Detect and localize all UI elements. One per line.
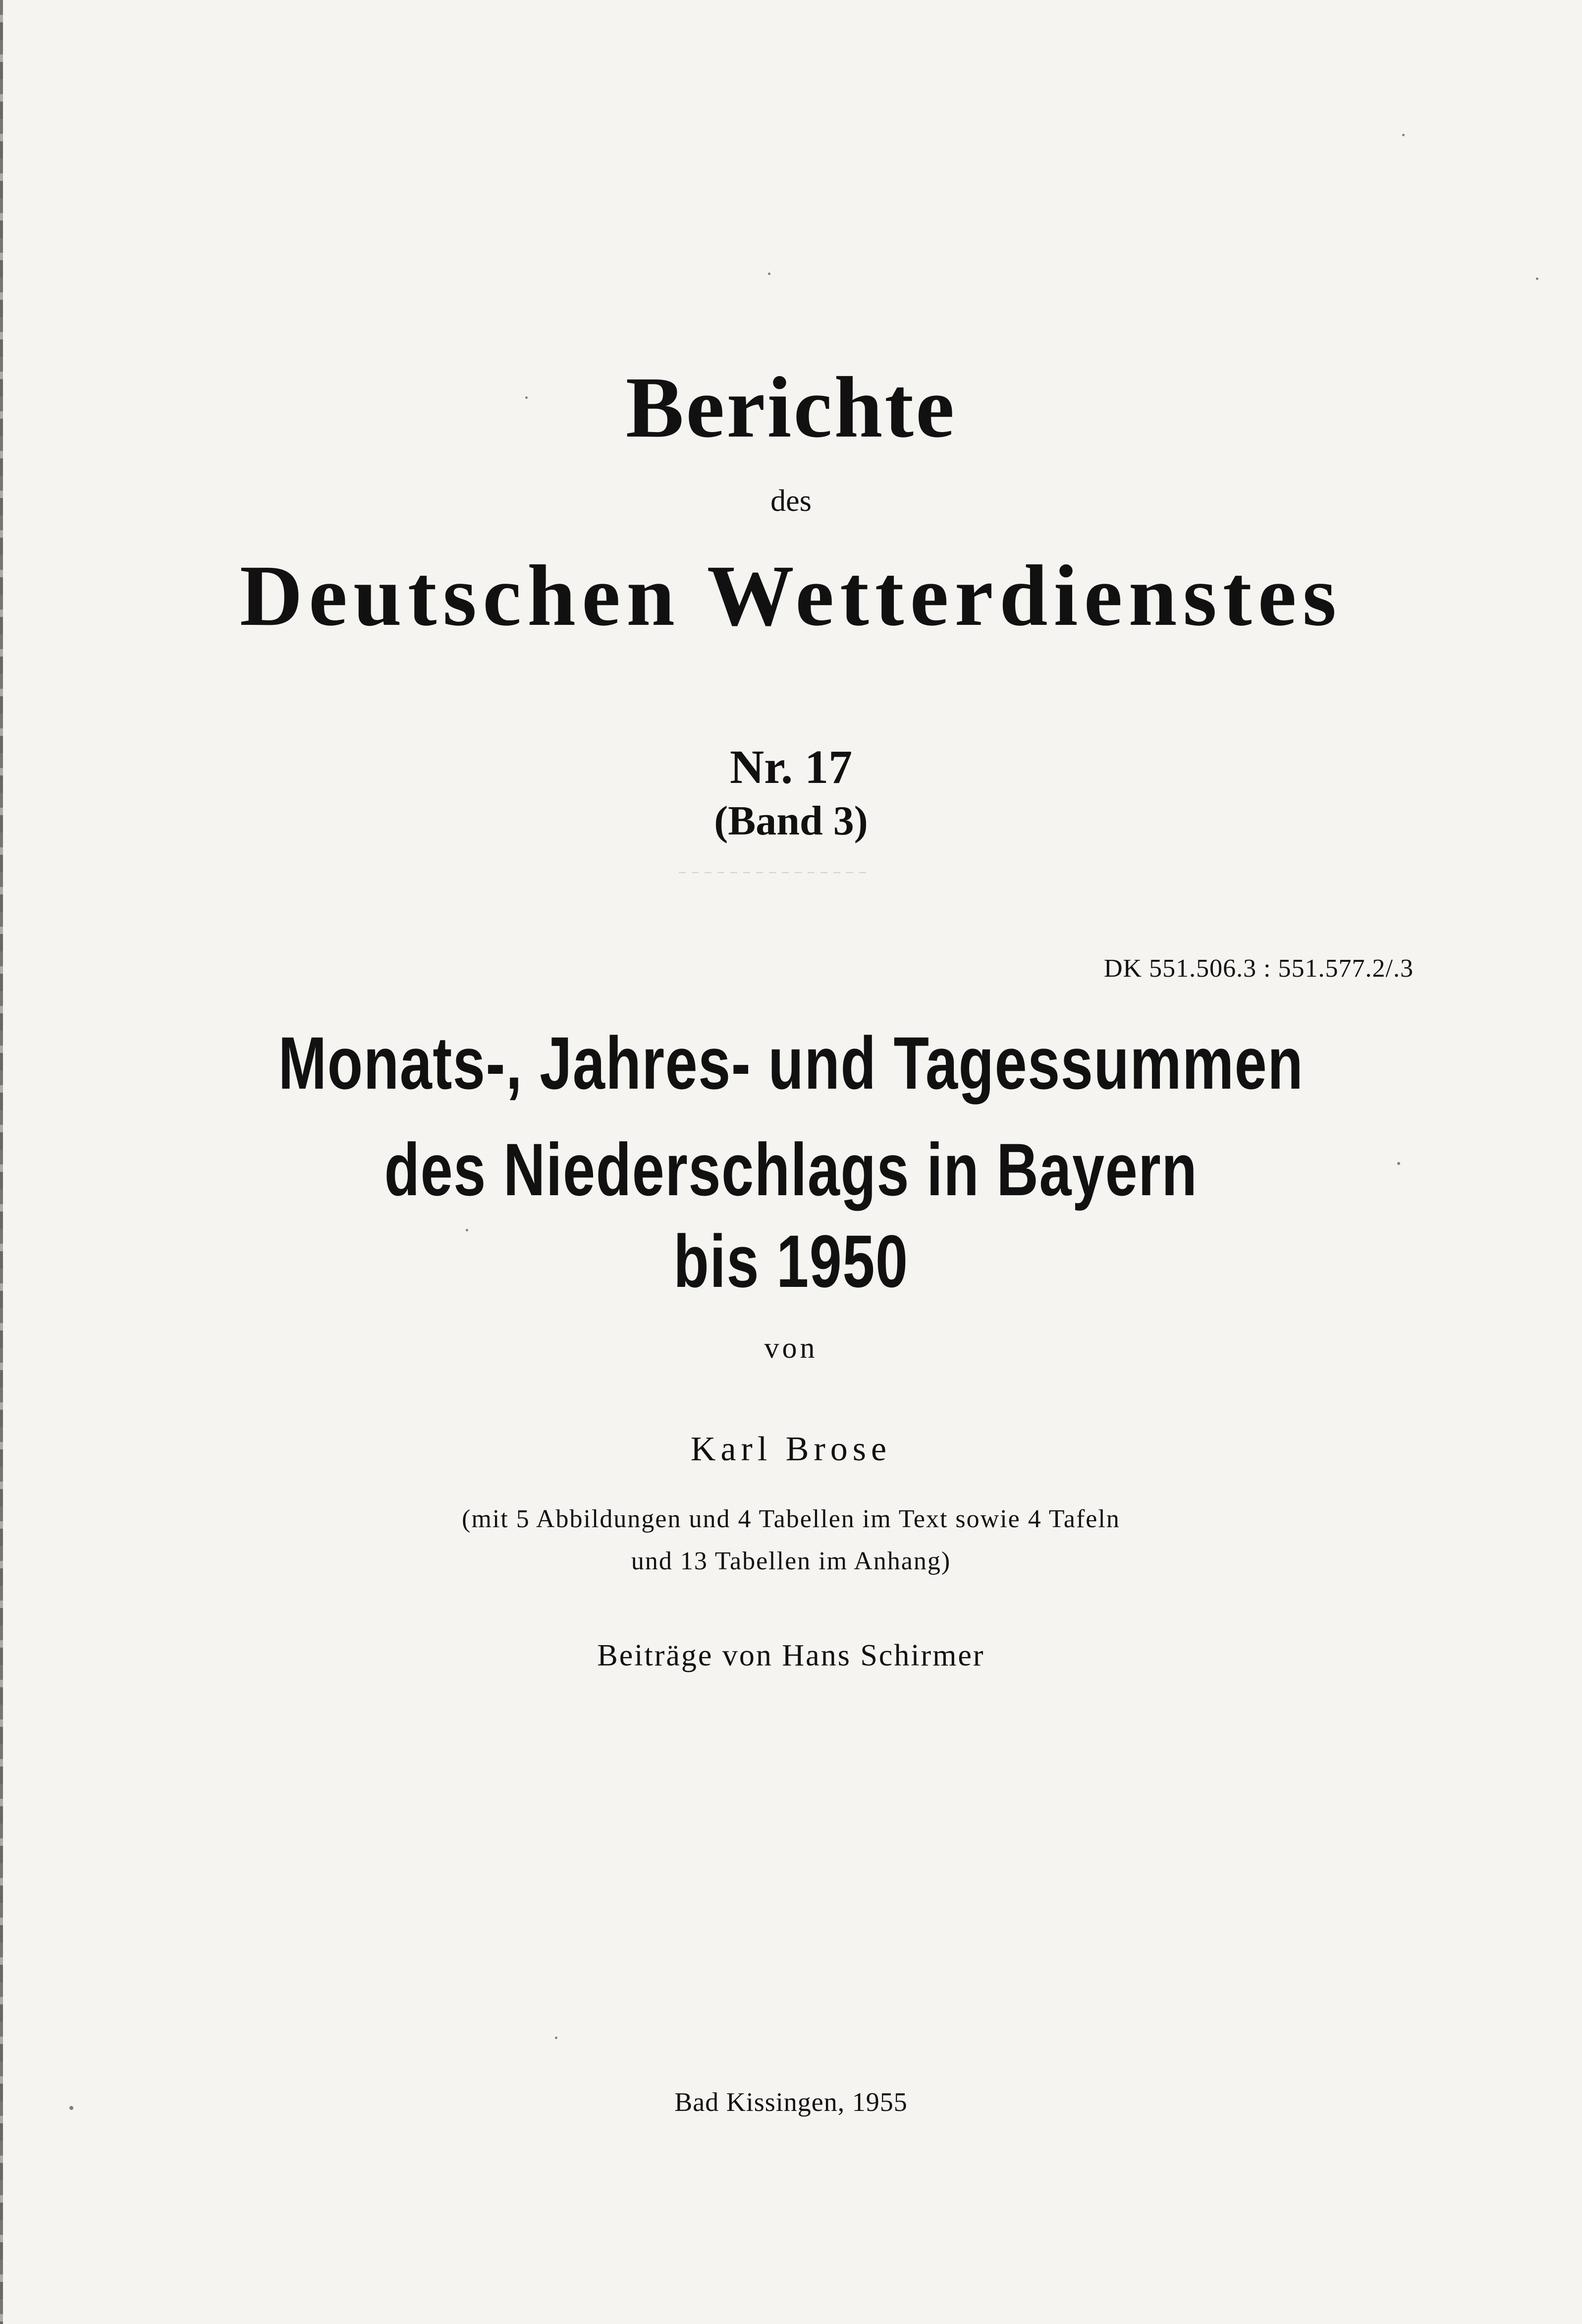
scan-speck <box>466 1229 468 1231</box>
page-edge <box>0 0 3 2324</box>
series-volume: (Band 3) <box>714 798 868 844</box>
main-title-line-3: bis 1950 <box>673 1219 909 1303</box>
main-title-line-1: Monats-, Jahres- und Tagessummen <box>278 1021 1304 1105</box>
contents-note-line-1: (mit 5 Abbildungen und 4 Tabellen im Text sowie 4 Tafeln <box>462 1505 1120 1533</box>
scan-speck <box>69 2106 73 2110</box>
scan-speck <box>525 396 528 399</box>
contents-note-line-2: und 13 Tabellen im Anhang) <box>631 1547 951 1575</box>
author-name: Karl Brose <box>690 1430 892 1468</box>
contribution-note: Beiträge von Hans Schirmer <box>597 1639 985 1672</box>
imprint-place-year: Bad Kissingen, 1955 <box>674 2087 908 2117</box>
scan-speck <box>1536 277 1538 280</box>
series-number: Nr. 17 <box>729 740 853 793</box>
scan-speck <box>555 2037 557 2039</box>
series-connector: des <box>770 484 812 518</box>
scan-speck <box>1402 134 1405 136</box>
divider <box>679 872 867 873</box>
scan-speck <box>1397 1162 1400 1165</box>
main-title-line-2: des Niederschlags in Bayern <box>384 1128 1198 1211</box>
series-title: Berichte <box>625 359 957 456</box>
dk-classification: DK 551.506.3 : 551.577.2/.3 <box>1104 954 1414 983</box>
series-organization: Deutschen Wetterdienstes <box>239 548 1343 644</box>
scan-speck <box>768 273 770 275</box>
by-label: von <box>764 1331 818 1364</box>
